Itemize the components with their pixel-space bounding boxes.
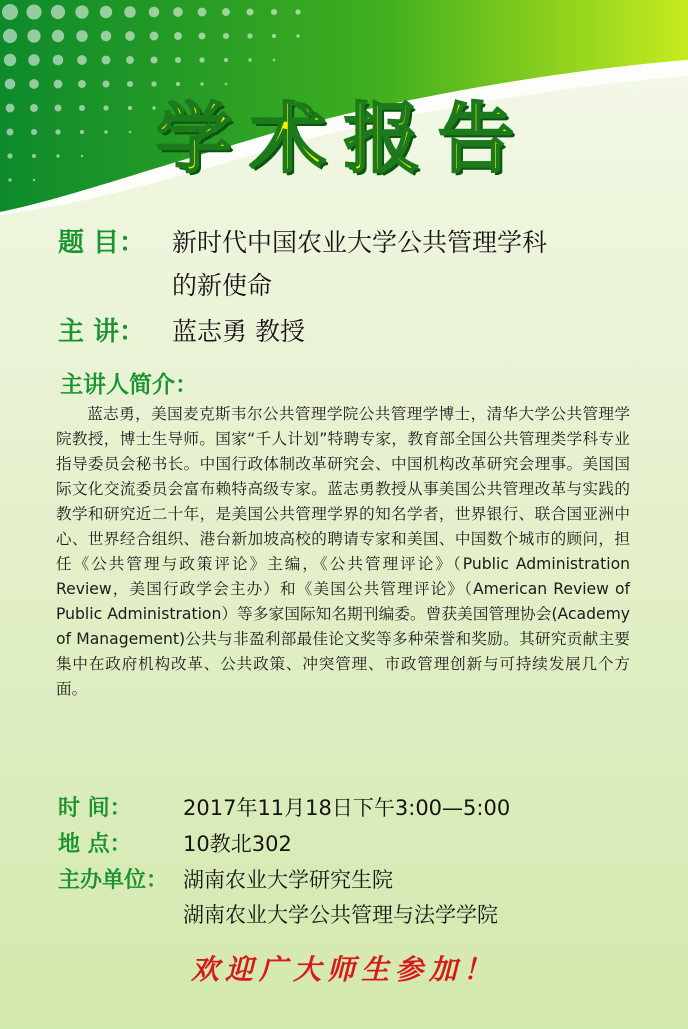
- topic-line-2: 的新使命: [172, 271, 273, 300]
- decorative-dot: [247, 9, 254, 16]
- decorative-dot: [124, 6, 136, 18]
- decorative-dot: [223, 33, 229, 39]
- time-value: 2017年11月18日下午3:00—5:00: [183, 796, 511, 820]
- decorative-dot: [75, 5, 88, 18]
- decorative-dot: [149, 7, 160, 18]
- decorative-dot: [222, 8, 230, 16]
- decorative-dot: [51, 5, 65, 19]
- host-line-1: 湖南农业大学研究生院: [183, 868, 393, 892]
- decorative-dot: [224, 58, 228, 62]
- decorative-dot: [53, 55, 64, 66]
- decorative-dot: [101, 31, 112, 42]
- decorative-dot: [151, 57, 158, 64]
- bio-heading: 主讲人简介：: [60, 371, 198, 398]
- decorative-dot: [272, 34, 276, 38]
- decorative-dot: [125, 31, 135, 41]
- decorative-dot: [199, 57, 204, 62]
- place-label: 地 点：: [58, 831, 132, 857]
- decorative-dot: [126, 56, 134, 64]
- topic-line-1: 新时代中国农业大学公共管理学科: [172, 228, 548, 257]
- decorative-dot: [100, 6, 112, 18]
- time-label: 时 间：: [58, 795, 132, 821]
- speaker-name: 蓝志勇 教授: [172, 317, 305, 346]
- topic-label: 题 目：: [58, 228, 146, 258]
- decorative-dot: [28, 54, 40, 66]
- place-value: 10教北302: [183, 832, 292, 856]
- decorative-dot: [2, 4, 18, 20]
- decorative-dot: [26, 4, 41, 19]
- decorative-dot: [150, 32, 159, 41]
- decorative-dot: [173, 7, 183, 17]
- welcome-slogan: 欢迎广大师生参加！: [190, 953, 497, 986]
- decorative-dot: [102, 56, 111, 65]
- decorative-dot: [271, 9, 277, 15]
- decorative-dot: [3, 29, 17, 43]
- decorative-dot: [175, 57, 181, 63]
- decorative-dot: [296, 34, 299, 37]
- bio-text: 蓝志勇，美国麦克斯韦尔公共管理学院公共管理学博士，清华大学公共管理学院教授，博士生导师。国家“千人计划”特聘专家，教育部全国公共管理类学科专业指导委员会秘书长。中国行政体制改革研究会、中国机构改革研究会理事。美国国际文化交流委员会富布赖特高级专家。蓝志勇教授从事美国公共管理改革与实践的教学和研究近二十年，是美国公共管理学界的知名学者，世界银行、联合国亚洲中心、世界经合组织、港台新加坡高校的聘请专家和美国、中国数个城市的顾问，担任《公共管理与政策评论》主编，《公共管理评论》（Public Administration Review，美国行政学会主办）和《美国公共管理评论》（American Review of Public Administration）等多家国际知名期刊编委。曾获美国管理协会(Academy of Management)公共与非盈利部最佳论文奖等多种荣誉和奖励。其研究贡献主要集中在政府机构改革、公共政策、冲突管理、市政管理创新与可持续发展几个方面。: [56, 405, 630, 698]
- host-line-2: 湖南农业大学公共管理与法学学院: [183, 903, 498, 927]
- decorative-dot: [295, 9, 300, 14]
- decorative-dot: [247, 33, 252, 38]
- decorative-dot: [248, 58, 251, 61]
- decorative-dot: [76, 30, 88, 42]
- decorative-dot: [27, 29, 40, 42]
- host-label: 主办单位：: [58, 867, 169, 893]
- poster-title: 学术报告: [156, 94, 532, 183]
- decorative-dot: [199, 33, 206, 40]
- speaker-label: 主 讲：: [58, 317, 146, 347]
- decorative-dot: [198, 8, 207, 17]
- decorative-dot: [52, 30, 64, 42]
- decorative-dot: [77, 55, 87, 65]
- decorative-dot: [174, 32, 182, 40]
- decorative-dot: [273, 59, 276, 62]
- decorative-dot: [4, 54, 16, 66]
